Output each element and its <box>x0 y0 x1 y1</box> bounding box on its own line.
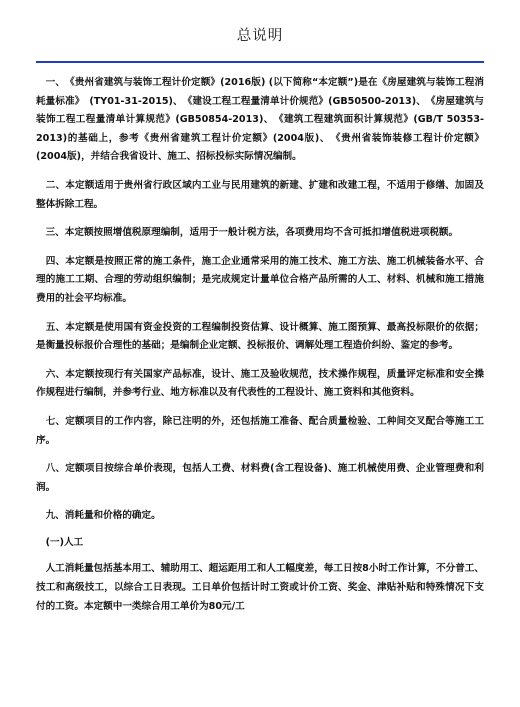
paragraph-1: 一、 《贵州省建筑与装饰工程计价定额》(2016版) (以下简称“本定额”)是在《房屋建筑与装饰工程消耗量标准》 (TY01-31-2015)、 《建设工程工程量清单计价规范》(GB50500-2013)、 《房屋建筑与装饰工程工程量清单计算规范》(GB50854-2013)、 《建筑工程建筑面积计算规范》(GB/T 50353-2013)的基础上，参考《贵州省建筑工程计价定额》(2004版)、 《贵州省装饰装修工程计价定额》(2004版)，并结合我省设计、施工、招标投标实际情况编制。 <box>36 77 484 163</box>
paragraph-6: 六、本定额按现行有关国家产品标准，设计、施工及验收规范，技术操作规程，质量评定标准和安全操作规程进行编制，并参考行业、地方标准以及有代表性的工程设计、施工资料和其他资料。 <box>36 368 484 399</box>
subheading-labor: (一)人工 <box>36 536 84 548</box>
paragraph-8: 八、定额项目按综合单价表现，包括人工费、材料费(含工程设备)、施工机械使用费、企业管理费和利润。 <box>36 463 484 493</box>
paragraph-9: 九、消耗量和价格的确定。 <box>36 510 161 522</box>
paragraph-7: 七、定额项目的工作内容，除已注明的外，还包括施工准备、配合质量检验、工种间交叉配合等施工工序。 <box>36 415 484 446</box>
paragraph-labor: 人工消耗量包括基本用工、辅助用工、超运距用工和人工幅度差，每工日按8小时工作计算，不分普工、技工和高级技工，以综合工日表现。工日单价包括计时工资或计价工资、奖金、津贴补贴和特殊情况下支付的工资。本定额中一类综合用工单价为80元/工 <box>36 563 484 612</box>
paragraph-3: 三、本定额按照增值税原理编制，适用于一般计税方法，各项费用均不含可抵扣增值税进项税额。 <box>36 227 459 239</box>
page-title: 总说明 <box>236 28 284 44</box>
title-divider <box>36 61 484 63</box>
paragraph-5: 五、本定额是使用国有资金投资的工程编制投资估算、设计概算、施工图预算、最高投标限价的依据；是衡量投标报价合理性的基础；是编制企业定额、投标报价、调解处理工程造价纠纷、鉴定的参考。 <box>36 321 484 352</box>
paragraph-2: 二、本定额适用于贵州省行政区域内工业与民用建筑的新建、扩建和改建工程，不适用于修缮、加固及整体拆除工程。 <box>36 179 484 210</box>
document-body <box>36 74 484 626</box>
paragraph-4: 四、本定额是按照正常的施工条件，施工企业通常采用的施工技术、施工方法、施工机械装备水平、合理的施工工期、合理的劳动组织编制；是完成规定计量单位合格产品所需的人工、材料、机械和施工措施费用的社会平均标准。 <box>36 255 484 304</box>
